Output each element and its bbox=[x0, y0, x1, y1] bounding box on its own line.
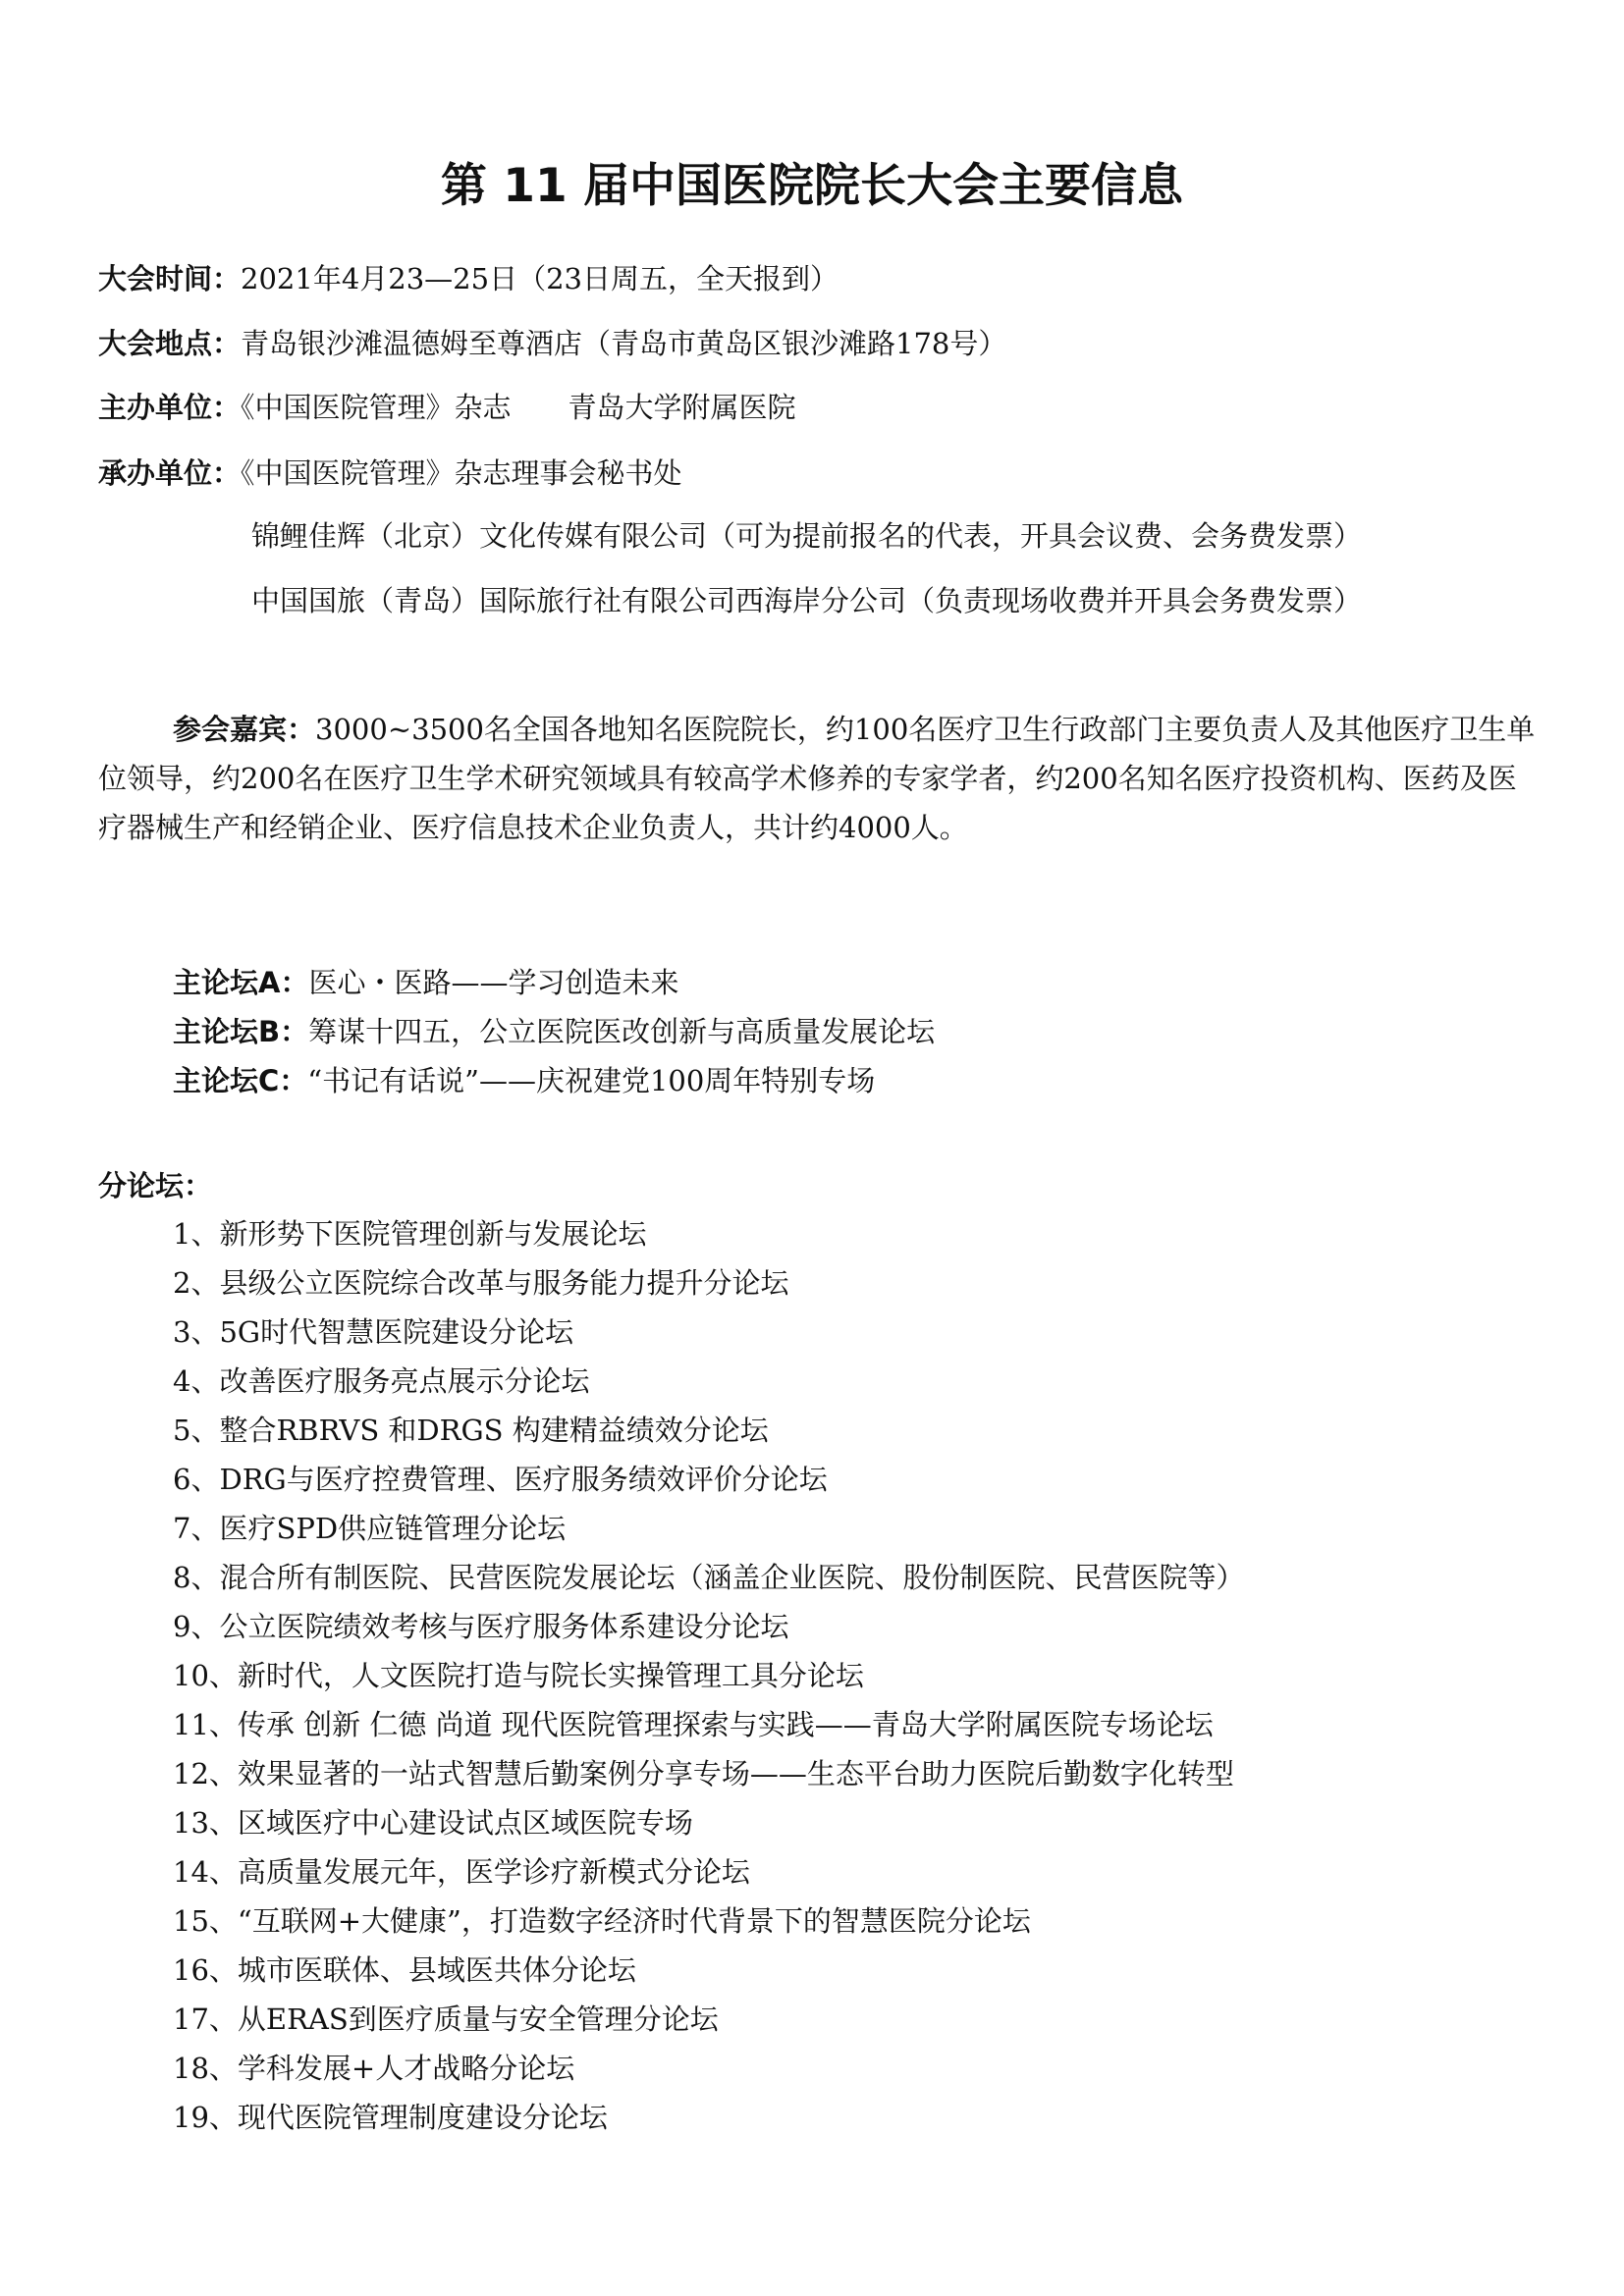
sub-forum-item: 8、混合所有制医院、民营医院发展论坛（涵盖企业医院、股份制医院、民营医院等） bbox=[173, 1561, 1245, 1594]
venue-value: 青岛银沙滩温德姆至尊酒店（青岛市黄岛区银沙滩路178号） bbox=[241, 327, 1007, 360]
sub-forum-item: 7、医疗SPD供应链管理分论坛 bbox=[173, 1512, 567, 1545]
main-forum-c-value: “书记有话说”——庆祝建党100周年特别专场 bbox=[307, 1064, 876, 1097]
main-forum-a bbox=[173, 963, 678, 1002]
sub-forum-item: 12、效果显著的一站式智慧后勤案例分享专场——生态平台助力医院后勤数字化转型 bbox=[173, 1757, 1234, 1790]
sub-forum-item: 19、现代医院管理制度建设分论坛 bbox=[173, 2101, 608, 2134]
main-forum-c bbox=[173, 1061, 875, 1100]
guests-paragraph bbox=[98, 705, 1542, 852]
main-forum-b bbox=[173, 1012, 935, 1051]
sub-forum-item: 6、DRG与医疗控费管理、医疗服务绩效评价分论坛 bbox=[173, 1463, 828, 1496]
organizer-value: 《中国医院管理》杂志理事会秘书处 bbox=[241, 456, 682, 490]
sub-forum-item: 16、城市医联体、县域医共体分论坛 bbox=[173, 1953, 636, 1987]
sub-forum-item: 5、整合RBRVS 和DRGS 构建精益绩效分论坛 bbox=[173, 1414, 769, 1447]
sub-forum-item: 13、区域医疗中心建设试点区域医院专场 bbox=[173, 1806, 693, 1840]
main-forum-a-value: 医心・医路——学习创造未来 bbox=[308, 966, 679, 999]
time-label: 大会时间： bbox=[98, 262, 242, 295]
sub-forum-item: 14、高质量发展元年，医学诊疗新模式分论坛 bbox=[173, 1855, 750, 1889]
info-time bbox=[98, 259, 839, 298]
page-title: 第 11 届中国医院院长大会主要信息 bbox=[440, 159, 1184, 213]
main-forum-a-label: 主论坛A： bbox=[173, 966, 309, 999]
sub-forum-item: 10、新时代，人文医院打造与院长实操管理工具分论坛 bbox=[173, 1659, 864, 1692]
sub-forum-item: 17、从ERAS到医疗质量与安全管理分论坛 bbox=[173, 2002, 719, 2036]
time-value: 2021年4月23—25日（23日周五，全天报到） bbox=[241, 262, 839, 295]
host-value: 《中国医院管理》杂志 青岛大学附属医院 bbox=[241, 391, 796, 424]
host-label: 主办单位： bbox=[98, 391, 242, 424]
organizer-extra-1: 锦鲤佳辉（北京）文化传媒有限公司（可为提前报名的代表，开具会议费、会务费发票） bbox=[251, 519, 1363, 553]
sub-forum-item: 4、改善医疗服务亮点展示分论坛 bbox=[173, 1364, 590, 1398]
organizer-label: 承办单位： bbox=[98, 456, 242, 490]
guests-text: 3000~3500名全国各地知名医院院长，约100名医疗卫生行政部门主要负责人及其他医疗卫生单位领导，约200名在医疗卫生学术研究领域具有较高学术修养的专家学者，约200名知名医疗投资机构、医药及医疗器械生产和经销企业、医疗信息技术企业负责人，共计约4000人。 bbox=[98, 713, 1536, 844]
sub-forum-item: 15、“互联网+大健康”，打造数字经济时代背景下的智慧医院分论坛 bbox=[173, 1904, 1031, 1938]
info-organizer bbox=[98, 454, 682, 493]
sub-forum-item: 11、传承 创新 仁德 尚道 现代医院管理探索与实践——青岛大学附属医院专场论坛 bbox=[173, 1708, 1214, 1741]
guests-label: 参会嘉宾： bbox=[173, 713, 316, 746]
main-forum-b-value: 筹谋十四五，公立医院医改创新与高质量发展论坛 bbox=[308, 1015, 936, 1048]
sub-forums-heading: 分论坛： bbox=[98, 1169, 213, 1202]
sub-forum-item: 9、公立医院绩效考核与医疗服务体系建设分论坛 bbox=[173, 1610, 789, 1643]
sub-forum-item: 3、5G时代智慧医院建设分论坛 bbox=[173, 1315, 574, 1349]
info-host bbox=[98, 388, 796, 427]
venue-label: 大会地点： bbox=[98, 327, 242, 360]
main-forum-c-label: 主论坛C： bbox=[173, 1064, 308, 1097]
organizer-extra-2: 中国国旅（青岛）国际旅行社有限公司西海岸分公司（负责现场收费并开具会务费发票） bbox=[251, 584, 1363, 617]
info-venue bbox=[98, 324, 1006, 363]
main-forum-b-label: 主论坛B： bbox=[173, 1015, 309, 1048]
sub-forum-item: 18、学科发展+人才战略分论坛 bbox=[173, 2052, 575, 2085]
sub-forum-item: 2、县级公立医院综合改革与服务能力提升分论坛 bbox=[173, 1266, 789, 1300]
sub-forum-item: 1、新形势下医院管理创新与发展论坛 bbox=[173, 1217, 647, 1251]
